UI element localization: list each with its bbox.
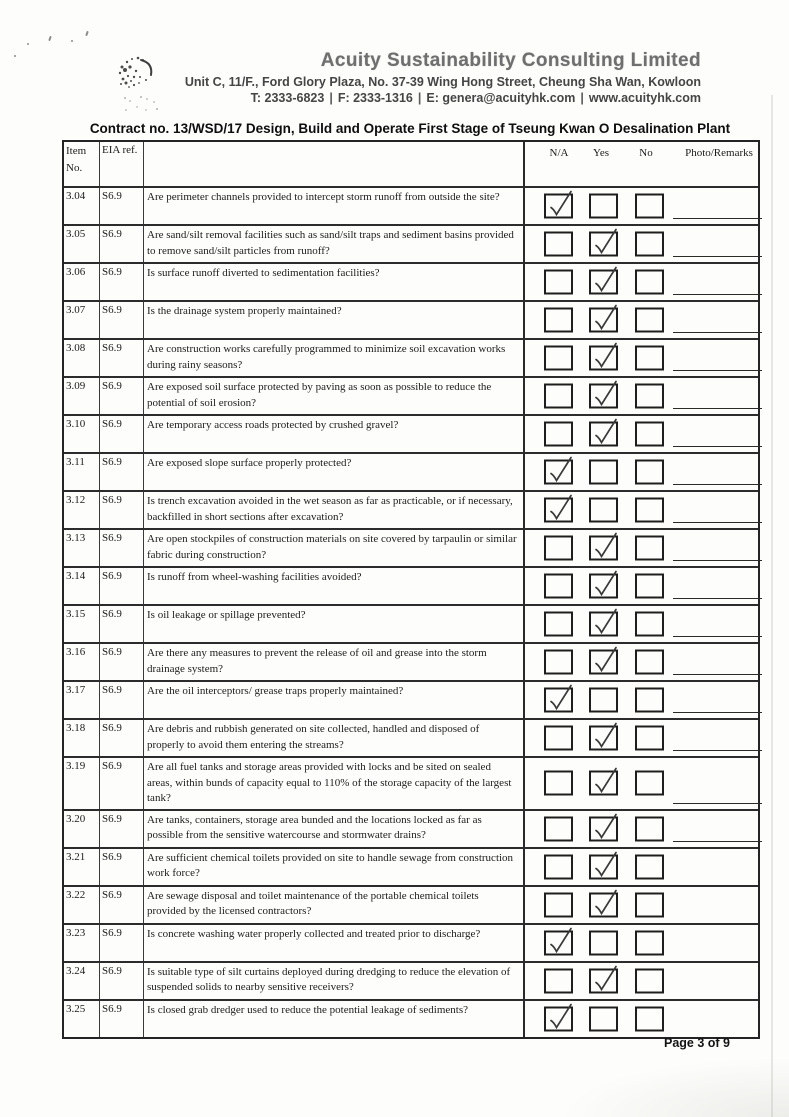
- item-number: 3.08: [64, 340, 100, 376]
- na-checkbox[interactable]: [544, 854, 573, 879]
- item-number: 3.23: [64, 925, 100, 961]
- answer-cell: [525, 264, 758, 300]
- checklist-row: [64, 262, 758, 300]
- question-text: Are temporary access roads protected by crushed gravel?: [144, 416, 525, 452]
- na-checkbox[interactable]: [544, 816, 573, 841]
- check-mark-icon: [591, 728, 616, 749]
- item-header-line2: No.: [66, 162, 83, 174]
- scan-edge-artifact: [771, 95, 773, 1117]
- no-checkbox[interactable]: [635, 384, 664, 409]
- website-url: www.acuityhk.com: [588, 91, 701, 105]
- question-text: Is suitable type of silt curtains deployed during dredging to reduce the elevation of suspended solids to nearby sensitive receivers?: [144, 963, 525, 999]
- item-number: 3.14: [64, 568, 100, 604]
- check-mark-icon: [591, 424, 616, 445]
- no-checkbox[interactable]: [635, 854, 664, 879]
- answer-cell: [525, 811, 758, 847]
- checklist-row: [64, 414, 758, 452]
- answer-cell: [525, 530, 758, 566]
- checklist-table: [62, 140, 760, 1039]
- question-text: Are sand/silt removal facilities such as sand/silt traps and sediment basins provided to remove sand/silt particles from runoff?: [144, 226, 525, 262]
- question-text: Is surface runoff diverted to sedimentation facilities?: [144, 264, 525, 300]
- check-mark-icon: [591, 538, 616, 559]
- remarks-line: [673, 370, 762, 371]
- item-number: 3.21: [64, 849, 100, 885]
- na-checkbox[interactable]: [544, 1006, 573, 1031]
- scan-shadow-artifact: [559, 1057, 789, 1117]
- yes-checkbox[interactable]: [589, 536, 618, 561]
- phone-number: T: 2333-6823: [250, 91, 325, 105]
- check-mark-icon: [591, 234, 616, 255]
- table-header-row: [64, 142, 758, 186]
- na-checkbox[interactable]: [544, 460, 573, 485]
- no-checkbox[interactable]: [635, 726, 664, 751]
- remarks-line: [673, 522, 762, 523]
- eia-ref: S6.9: [100, 925, 144, 961]
- eia-ref: S6.9: [100, 302, 144, 338]
- remarks-line: [673, 803, 762, 804]
- check-mark-icon: [591, 818, 616, 839]
- yes-checkbox[interactable]: [589, 270, 618, 295]
- na-checkbox[interactable]: [544, 536, 573, 561]
- company-address: Unit C, 11/F., Ford Glory Plaza, No. 37-39 Wing Hong Street, Cheung Sha Wan, Kowloon: [184, 75, 701, 89]
- separator: |: [417, 91, 422, 105]
- eia-ref: S6.9: [100, 568, 144, 604]
- na-checkbox[interactable]: [544, 194, 573, 219]
- checklist-row: [64, 999, 758, 1037]
- eia-ref: S6.9: [100, 530, 144, 566]
- answer-cell: [525, 925, 758, 961]
- question-text: Are the oil interceptors/ grease traps properly maintained?: [144, 682, 525, 718]
- item-number: 3.13: [64, 530, 100, 566]
- checklist-row: [64, 680, 758, 718]
- photo-remarks-header: Photo/Remarks: [685, 147, 753, 159]
- answer-cell: [525, 340, 758, 376]
- remarks-line: [673, 294, 762, 295]
- scan-speck: [71, 40, 73, 42]
- checklist-row: [64, 923, 758, 961]
- check-mark-icon: [591, 310, 616, 331]
- yes-checkbox[interactable]: [589, 892, 618, 917]
- question-text: Are open stockpiles of construction materials on site covered by tarpaulin or similar fabric during construction?: [144, 530, 525, 566]
- na-checkbox[interactable]: [544, 498, 573, 523]
- eia-ref: S6.9: [100, 887, 144, 923]
- no-header: No: [639, 147, 653, 159]
- checklist-row: [64, 961, 758, 999]
- no-checkbox[interactable]: [635, 498, 664, 523]
- item-number: 3.17: [64, 682, 100, 718]
- check-mark-icon: [591, 614, 616, 635]
- question-text: Are exposed soil surface protected by paving as soon as possible to reduce the potential of soil erosion?: [144, 378, 525, 414]
- no-checkbox[interactable]: [635, 816, 664, 841]
- check-mark-icon: [546, 690, 571, 711]
- question-text: Is closed grab dredger used to reduce the potential leakage of sediments?: [144, 1001, 525, 1037]
- remarks-line: [673, 332, 762, 333]
- scan-speck: [48, 36, 52, 41]
- yes-checkbox[interactable]: [589, 726, 618, 751]
- yes-checkbox[interactable]: [589, 968, 618, 993]
- item-number: 3.10: [64, 416, 100, 452]
- check-mark-icon: [546, 462, 571, 483]
- fax-number: F: 2333-1316: [337, 91, 413, 105]
- na-checkbox[interactable]: [544, 892, 573, 917]
- check-mark-icon: [546, 500, 571, 521]
- na-checkbox[interactable]: [544, 612, 573, 637]
- checklist-row: [64, 718, 758, 756]
- na-checkbox[interactable]: [544, 771, 573, 796]
- question-text: Are tanks, containers, storage area bunded and the locations locked as far as possible from the sensitive watercourse and stormwater drains?: [144, 811, 525, 847]
- yes-checkbox[interactable]: [589, 346, 618, 371]
- checklist-row: [64, 490, 758, 528]
- no-checkbox[interactable]: [635, 612, 664, 637]
- answer-cell: [525, 644, 758, 680]
- item-number: 3.22: [64, 887, 100, 923]
- question-text: Is the drainage system properly maintained?: [144, 302, 525, 338]
- separator: |: [329, 91, 333, 105]
- na-checkbox[interactable]: [544, 308, 573, 333]
- remarks-line: [673, 712, 762, 713]
- checklist-row: [64, 338, 758, 376]
- checklist-row: [64, 224, 758, 262]
- scan-speck: [85, 31, 89, 36]
- check-mark-icon: [546, 932, 571, 953]
- checklist-row: [64, 604, 758, 642]
- question-text: Are debris and rubbish generated on site collected, handled and disposed of properly to avoid them entering the streams?: [144, 720, 525, 756]
- yes-checkbox[interactable]: [589, 194, 618, 219]
- answer-cell: [525, 849, 758, 885]
- question-text: Are exposed slope surface properly protected?: [144, 454, 525, 490]
- eia-ref: S6.9: [100, 492, 144, 528]
- answer-cell: [525, 188, 758, 224]
- check-mark-icon: [591, 348, 616, 369]
- na-checkbox[interactable]: [544, 232, 573, 257]
- eia-ref: S6.9: [100, 264, 144, 300]
- eia-ref: S6.9: [100, 340, 144, 376]
- yes-checkbox[interactable]: [589, 574, 618, 599]
- remarks-line: [673, 256, 762, 257]
- checklist-row: [64, 642, 758, 680]
- remarks-line: [673, 841, 762, 842]
- check-mark-icon: [546, 1008, 571, 1029]
- table-body: [64, 186, 758, 1037]
- eia-ref: S6.9: [100, 682, 144, 718]
- na-checkbox[interactable]: [544, 346, 573, 371]
- answer-cell: [525, 1001, 758, 1037]
- checklist-row: [64, 566, 758, 604]
- no-checkbox[interactable]: [635, 270, 664, 295]
- no-checkbox[interactable]: [635, 688, 664, 713]
- answer-cell: [525, 720, 758, 756]
- checklist-row: [64, 186, 758, 224]
- item-no-header: [64, 142, 100, 186]
- eia-ref: S6.9: [100, 188, 144, 224]
- item-number: 3.11: [64, 454, 100, 490]
- answer-cell: [525, 454, 758, 490]
- answer-cell: [525, 887, 758, 923]
- item-number: 3.15: [64, 606, 100, 642]
- eia-ref: S6.9: [100, 758, 144, 809]
- remarks-line: [673, 674, 762, 675]
- remarks-line: [673, 408, 762, 409]
- checklist-row: [64, 809, 758, 847]
- na-checkbox[interactable]: [544, 574, 573, 599]
- eia-ref: S6.9: [100, 811, 144, 847]
- answer-cell: [525, 226, 758, 262]
- checklist-row: [64, 376, 758, 414]
- checklist-row: [64, 452, 758, 490]
- answer-cell: [525, 682, 758, 718]
- na-header: N/A: [549, 147, 569, 159]
- na-checkbox[interactable]: [544, 726, 573, 751]
- item-number: 3.09: [64, 378, 100, 414]
- yes-checkbox[interactable]: [589, 422, 618, 447]
- item-number: 3.24: [64, 963, 100, 999]
- item-number: 3.06: [64, 264, 100, 300]
- check-mark-icon: [591, 386, 616, 407]
- checklist-row: [64, 847, 758, 885]
- company-contact: [0, 91, 701, 105]
- na-checkbox[interactable]: [544, 270, 573, 295]
- yes-checkbox[interactable]: [589, 498, 618, 523]
- item-number: 3.19: [64, 758, 100, 809]
- question-header: [144, 142, 525, 186]
- checklist-row: [64, 885, 758, 923]
- yes-checkbox[interactable]: [589, 771, 618, 796]
- yes-checkbox[interactable]: [589, 384, 618, 409]
- remarks-line: [673, 446, 762, 447]
- question-text: Is oil leakage or spillage prevented?: [144, 606, 525, 642]
- no-checkbox[interactable]: [635, 460, 664, 485]
- remarks-line: [673, 598, 762, 599]
- company-logo-icon: [113, 53, 165, 115]
- yes-checkbox[interactable]: [589, 232, 618, 257]
- yes-checkbox[interactable]: [589, 854, 618, 879]
- question-text: Are all fuel tanks and storage areas provided with locks and be sited on sealed areas, within bunds of capacity equal to 110% of the storage capacity of the largest tank?: [144, 758, 525, 809]
- na-checkbox[interactable]: [544, 930, 573, 955]
- na-checkbox[interactable]: [544, 688, 573, 713]
- eia-ref: S6.9: [100, 378, 144, 414]
- item-number: 3.04: [64, 188, 100, 224]
- checks-header: [525, 142, 758, 186]
- checklist-row: [64, 300, 758, 338]
- yes-checkbox[interactable]: [589, 308, 618, 333]
- eia-ref: S6.9: [100, 720, 144, 756]
- yes-checkbox[interactable]: [589, 1006, 618, 1031]
- remarks-line: [673, 218, 762, 219]
- eia-ref: S6.9: [100, 963, 144, 999]
- eia-ref: S6.9: [100, 416, 144, 452]
- remarks-line: [673, 750, 762, 751]
- na-checkbox[interactable]: [544, 650, 573, 675]
- item-number: 3.05: [64, 226, 100, 262]
- check-mark-icon: [591, 894, 616, 915]
- yes-checkbox[interactable]: [589, 650, 618, 675]
- no-checkbox[interactable]: [635, 232, 664, 257]
- no-checkbox[interactable]: [635, 308, 664, 333]
- no-checkbox[interactable]: [635, 194, 664, 219]
- yes-checkbox[interactable]: [589, 930, 618, 955]
- question-text: Are perimeter channels provided to intercept storm runoff from outside the site?: [144, 188, 525, 224]
- letterhead: [0, 50, 789, 105]
- item-header-line1: Item: [66, 145, 87, 157]
- no-checkbox[interactable]: [635, 930, 664, 955]
- check-mark-icon: [591, 652, 616, 673]
- question-text: Is concrete washing water properly collected and treated prior to discharge?: [144, 925, 525, 961]
- answer-cell: [525, 606, 758, 642]
- yes-header: Yes: [592, 147, 609, 159]
- answer-cell: [525, 416, 758, 452]
- check-mark-icon: [546, 196, 571, 217]
- answer-cell: [525, 568, 758, 604]
- eia-ref-header: EIA ref.: [100, 142, 144, 186]
- yes-checkbox[interactable]: [589, 460, 618, 485]
- yes-checkbox[interactable]: [589, 816, 618, 841]
- question-text: Are sufficient chemical toilets provided on site to handle sewage from construction work force?: [144, 849, 525, 885]
- check-mark-icon: [591, 773, 616, 794]
- eia-ref: S6.9: [100, 1001, 144, 1037]
- no-checkbox[interactable]: [635, 422, 664, 447]
- eia-ref: S6.9: [100, 849, 144, 885]
- na-checkbox[interactable]: [544, 968, 573, 993]
- yes-checkbox[interactable]: [589, 612, 618, 637]
- item-number: 3.18: [64, 720, 100, 756]
- question-text: Are sewage disposal and toilet maintenance of the portable chemical toilets provided by the licensed contractors?: [144, 887, 525, 923]
- checklist-row: [64, 528, 758, 566]
- item-number: 3.12: [64, 492, 100, 528]
- remarks-line: [673, 560, 762, 561]
- checklist-row: [64, 756, 758, 809]
- separator: |: [580, 91, 584, 105]
- answer-cell: [525, 302, 758, 338]
- eia-ref: S6.9: [100, 454, 144, 490]
- email-address: E: genera@acuityhk.com: [426, 91, 576, 105]
- question-text: Are construction works carefully programmed to minimize soil excavation works during rainy seasons?: [144, 340, 525, 376]
- no-checkbox[interactable]: [635, 650, 664, 675]
- item-number: 3.25: [64, 1001, 100, 1037]
- na-checkbox[interactable]: [544, 422, 573, 447]
- answer-cell: [525, 378, 758, 414]
- item-number: 3.07: [64, 302, 100, 338]
- scan-speck: [27, 43, 29, 45]
- no-checkbox[interactable]: [635, 892, 664, 917]
- check-mark-icon: [591, 970, 616, 991]
- no-checkbox[interactable]: [635, 771, 664, 796]
- answer-cell: [525, 963, 758, 999]
- no-checkbox[interactable]: [635, 574, 664, 599]
- answer-cell: [525, 758, 758, 809]
- no-checkbox[interactable]: [635, 1006, 664, 1031]
- eia-ref: S6.9: [100, 644, 144, 680]
- yes-checkbox[interactable]: [589, 688, 618, 713]
- no-checkbox[interactable]: [635, 346, 664, 371]
- remarks-line: [673, 636, 762, 637]
- check-mark-icon: [591, 576, 616, 597]
- eia-ref: S6.9: [100, 606, 144, 642]
- no-checkbox[interactable]: [635, 536, 664, 561]
- question-text: Is runoff from wheel-washing facilities avoided?: [144, 568, 525, 604]
- answer-cell: [525, 492, 758, 528]
- no-checkbox[interactable]: [635, 968, 664, 993]
- page-number: Page 3 of 9: [664, 1036, 730, 1050]
- item-number: 3.20: [64, 811, 100, 847]
- eia-ref: S6.9: [100, 226, 144, 262]
- company-name: Acuity Sustainability Consulting Limited: [320, 50, 701, 71]
- contract-title: Contract no. 13/WSD/17 Design, Build and Operate First Stage of Tseung Kwan O Desalination Plant: [89, 121, 731, 136]
- na-checkbox[interactable]: [544, 384, 573, 409]
- remarks-line: [673, 484, 762, 485]
- question-text: Are there any measures to prevent the release of oil and grease into the storm drainage system?: [144, 644, 525, 680]
- check-mark-icon: [591, 272, 616, 293]
- item-number: 3.16: [64, 644, 100, 680]
- check-mark-icon: [591, 856, 616, 877]
- question-text: Is trench excavation avoided in the wet season as far as practicable, or if necessary, backfilled in short sections after excavation?: [144, 492, 525, 528]
